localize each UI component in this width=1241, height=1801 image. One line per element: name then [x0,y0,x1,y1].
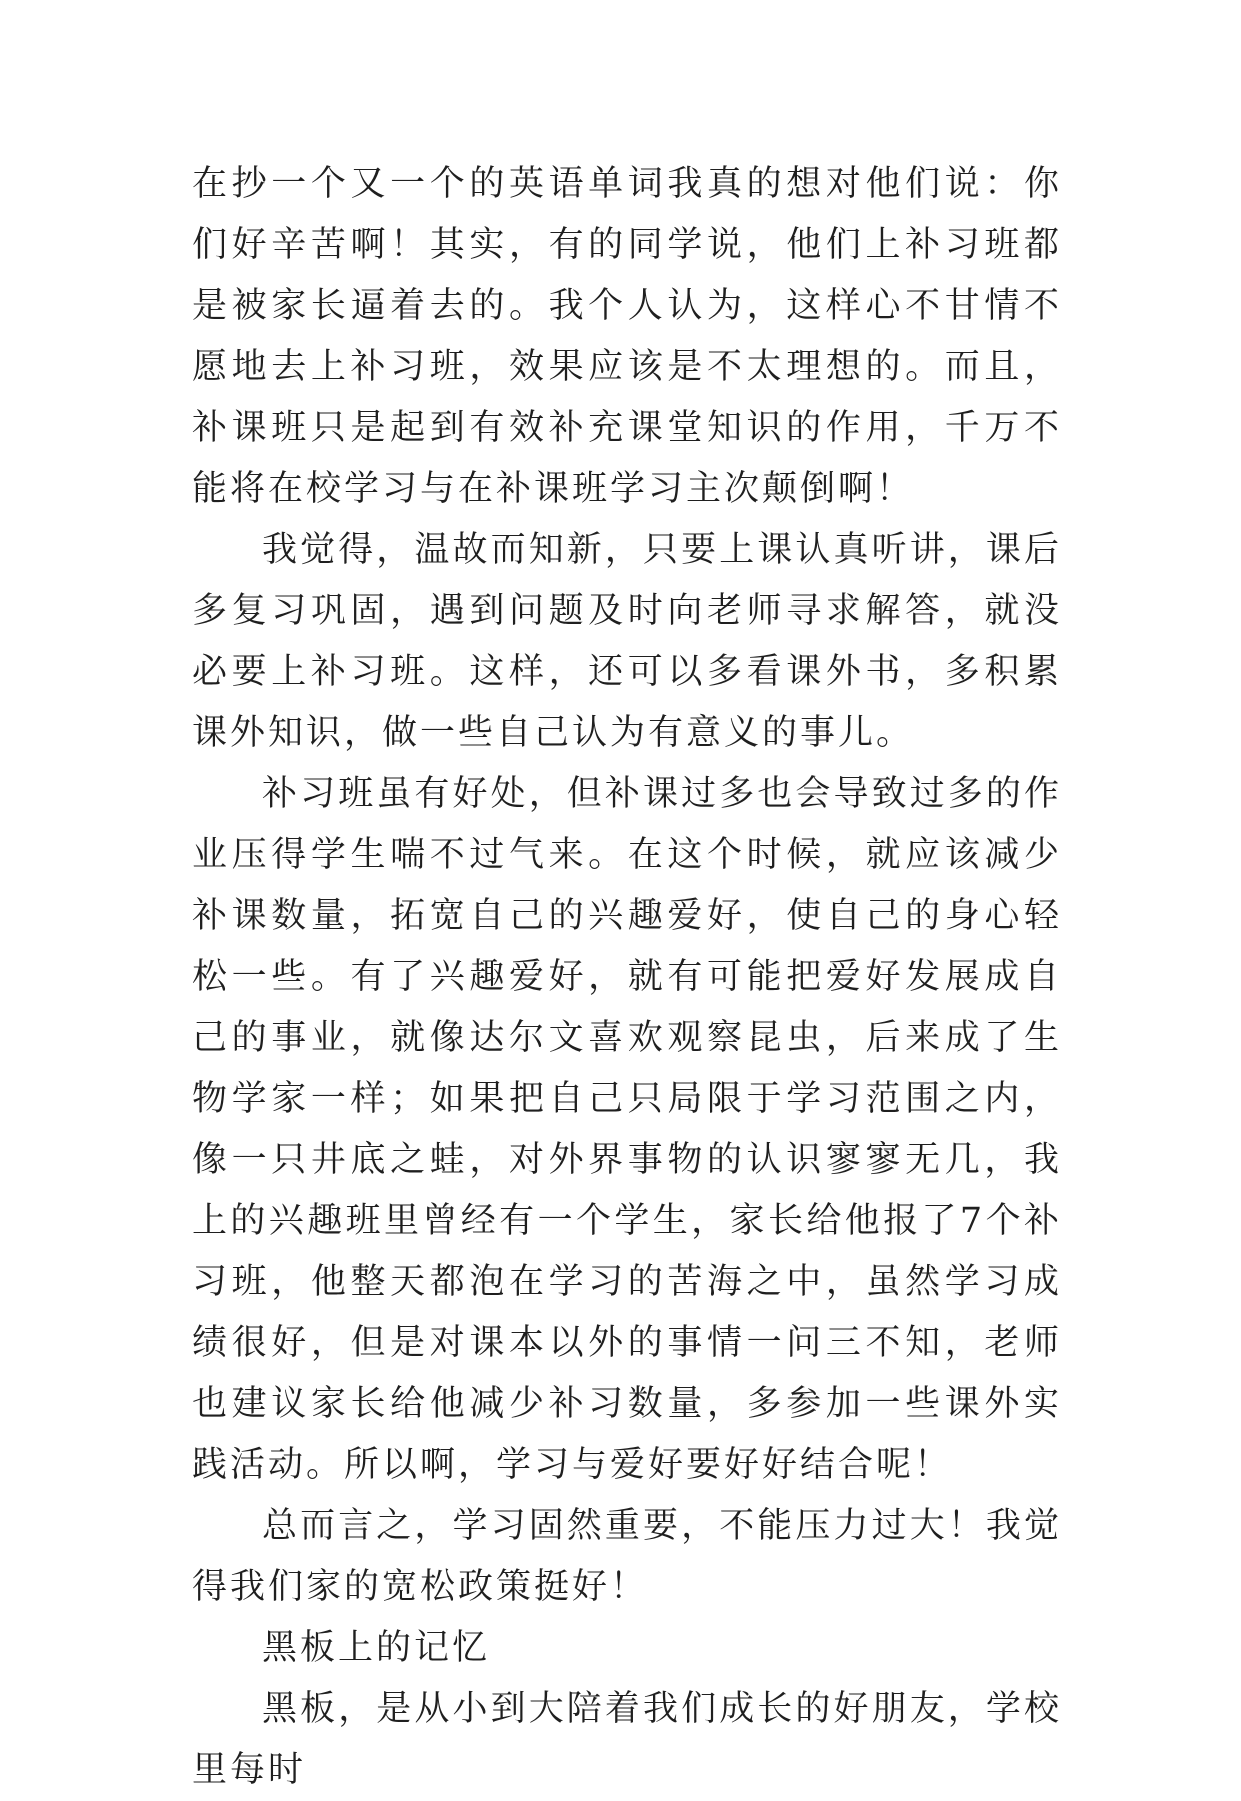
paragraph-conclusion: 总而言之，学习固然重要，不能压力过大！我觉得我们家的宽松政策挺好！ [192,1506,1062,1607]
paragraph-review-instead: 我觉得，温故而知新，只要上课认真听讲，课后多复习巩固，遇到问题及时向老师寻求解答，就没必要上补习班。这样，还可以多看课外书，多积累课外知识，做一些自己认为有意义的事儿。 [192,530,1062,753]
document-body [192,154,1062,1801]
essay-title: 黑板上的记忆 [262,1628,491,1668]
paragraph-too-much-tutoring: 补习班虽有好处，但补课过多也会导致过多的作业压得学生喘不过气来。在这个时候，就应该减少补课数量，拓宽自己的兴趣爱好，使自己的身心轻松一些。有了兴趣爱好，就有可能把爱好发展成自己的事业，就像达尔文喜欢观察昆虫，后来成了生物学家一样；如果把自己只局限于学习范围之内，像一只井底之蛙，对外界事物的认识寥寥无几，我上的兴趣班里曾经有一个学生，家长给他报了7个补习班，他整天都泡在学习的苦海之中，虽然学习成绩很好，但是对课本以外的事情一问三不知，老师也建议家长给他减少补习数量，多参加一些课外实践活动。所以啊，学习与爱好要好好结合呢！ [192,774,1062,1485]
paragraph-continuation: 在抄一个又一个的英语单词我真的想对他们说：你们好辛苦啊！其实，有的同学说，他们上补习班都是被家长逼着去的。我个人认为，这样心不甘情不愿地去上补习班，效果应该是不太理想的。而且，补课班只是起到有效补充课堂知识的作用，千万不能将在校学习与在补课班学习主次颠倒啊！ [192,164,1062,509]
paragraph-blackboard-start: 黑板，是从小到大陪着我们成长的好朋友，学校里每时 [192,1689,1062,1790]
